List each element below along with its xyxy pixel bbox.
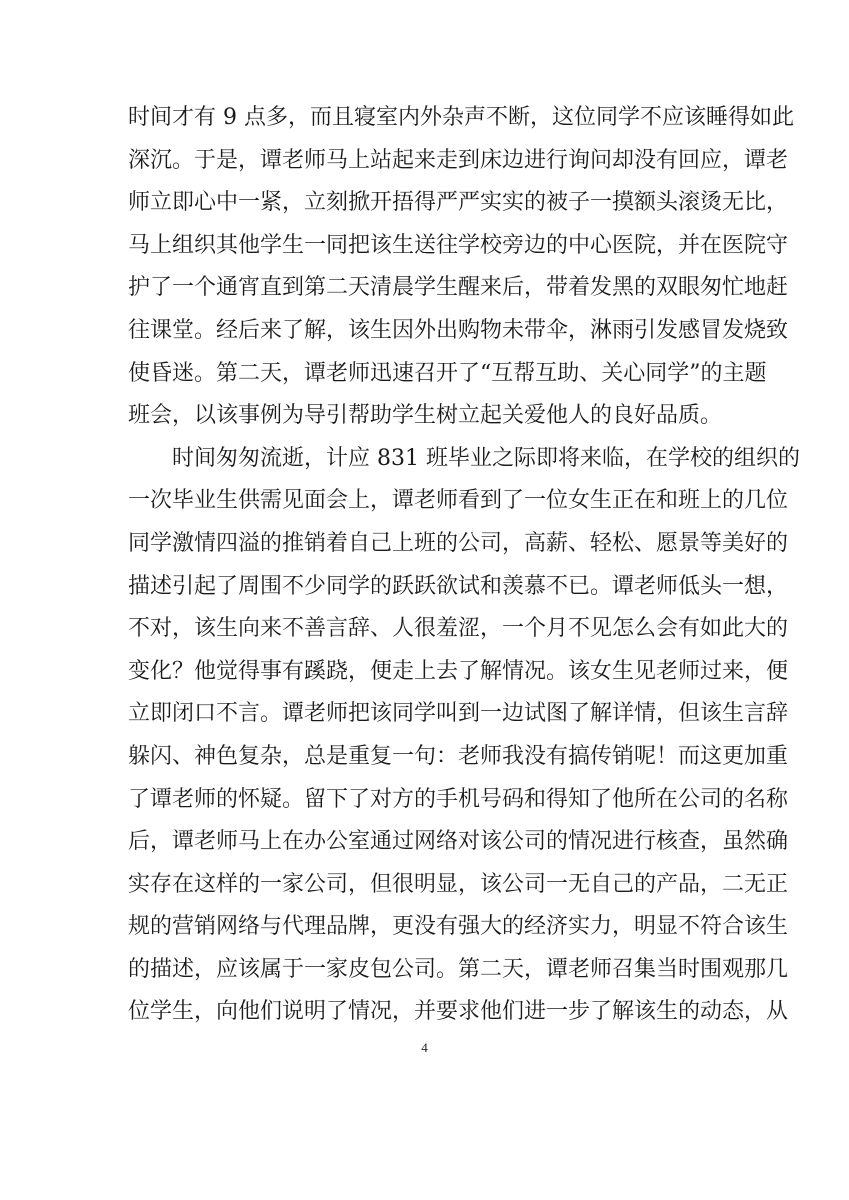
text-line: 变化？他觉得事有蹊跷，便走上去了解情况。该女生见老师过来，便 xyxy=(128,658,789,684)
text-line: 描述引起了周围不少同学的跃跃欲试和羡慕不已。谭老师低头一想， xyxy=(128,573,789,599)
text-line: 马上组织其他学生一同把该生送往学校旁边的中心医院，并在医院守 xyxy=(128,232,789,258)
text-line: 护了一个通宵直到第二天清晨学生醒来后，带着发黑的双眼匆忙地赶 xyxy=(128,275,789,301)
page-number: 4 xyxy=(421,1040,428,1055)
text-line: 往课堂。经后来了解，该生因外出购物未带伞，淋雨引发感冒发烧致 xyxy=(128,317,789,343)
text-line: 了谭老师的怀疑。留下了对方的手机号码和得知了他所在公司的名称 xyxy=(128,786,789,812)
text-line: 位学生，向他们说明了情况，并要求他们进一步了解该生的动态，从 xyxy=(128,999,789,1025)
text-line: 后，谭老师马上在办公室通过网络对该公司的情况进行核查，虽然确 xyxy=(128,829,789,855)
text-line: 实存在这样的一家公司，但很明显，该公司一无自己的产品，二无正 xyxy=(128,871,789,897)
text-line: 同学激情四溢的推销着自己上班的公司，高薪、轻松、愿景等美好的 xyxy=(128,530,789,556)
paragraph-start-line: 时间匆匆流逝，计应 831 班毕业之际即将来临，在学校的组织的 xyxy=(172,445,800,471)
text-line: 师立即心中一紧，立刻掀开捂得严严实实的被子一摸额头滚烫无比， xyxy=(128,190,789,216)
text-line: 规的营销网络与代理品牌，更没有强大的经济实力，明显不符合该生 xyxy=(128,914,789,940)
text-line: 立即闭口不言。谭老师把该同学叫到一边试图了解详情，但该生言辞 xyxy=(128,701,789,727)
text-line: 深沉。于是，谭老师马上站起来走到床边进行询问却没有回应，谭老 xyxy=(128,147,789,173)
text-line: 使昏迷。第二天，谭老师迅速召开了“互帮互助、关心同学”的主题 xyxy=(128,360,767,386)
body-text xyxy=(128,97,800,1034)
text-line: 的描述，应该属于一家皮包公司。第二天，谭老师召集当时围观那几 xyxy=(128,956,789,982)
text-line: 不对，该生向来不善言辞、人很羞涩，一个月不见怎么会有如此大的 xyxy=(128,616,789,642)
paragraph-end-line: 班会，以该事例为导引帮助学生树立起关爱他人的良好品质。 xyxy=(128,403,723,429)
text-line: 躲闪、神色复杂，总是重复一句：老师我没有搞传销呢！而这更加重 xyxy=(128,743,789,769)
text-line: 时间才有 9 点多，而且寝室内外杂声不断，这位同学不应该睡得如此 xyxy=(128,105,794,130)
text-line: 一次毕业生供需见面会上，谭老师看到了一位女生正在和班上的几位 xyxy=(128,488,789,514)
